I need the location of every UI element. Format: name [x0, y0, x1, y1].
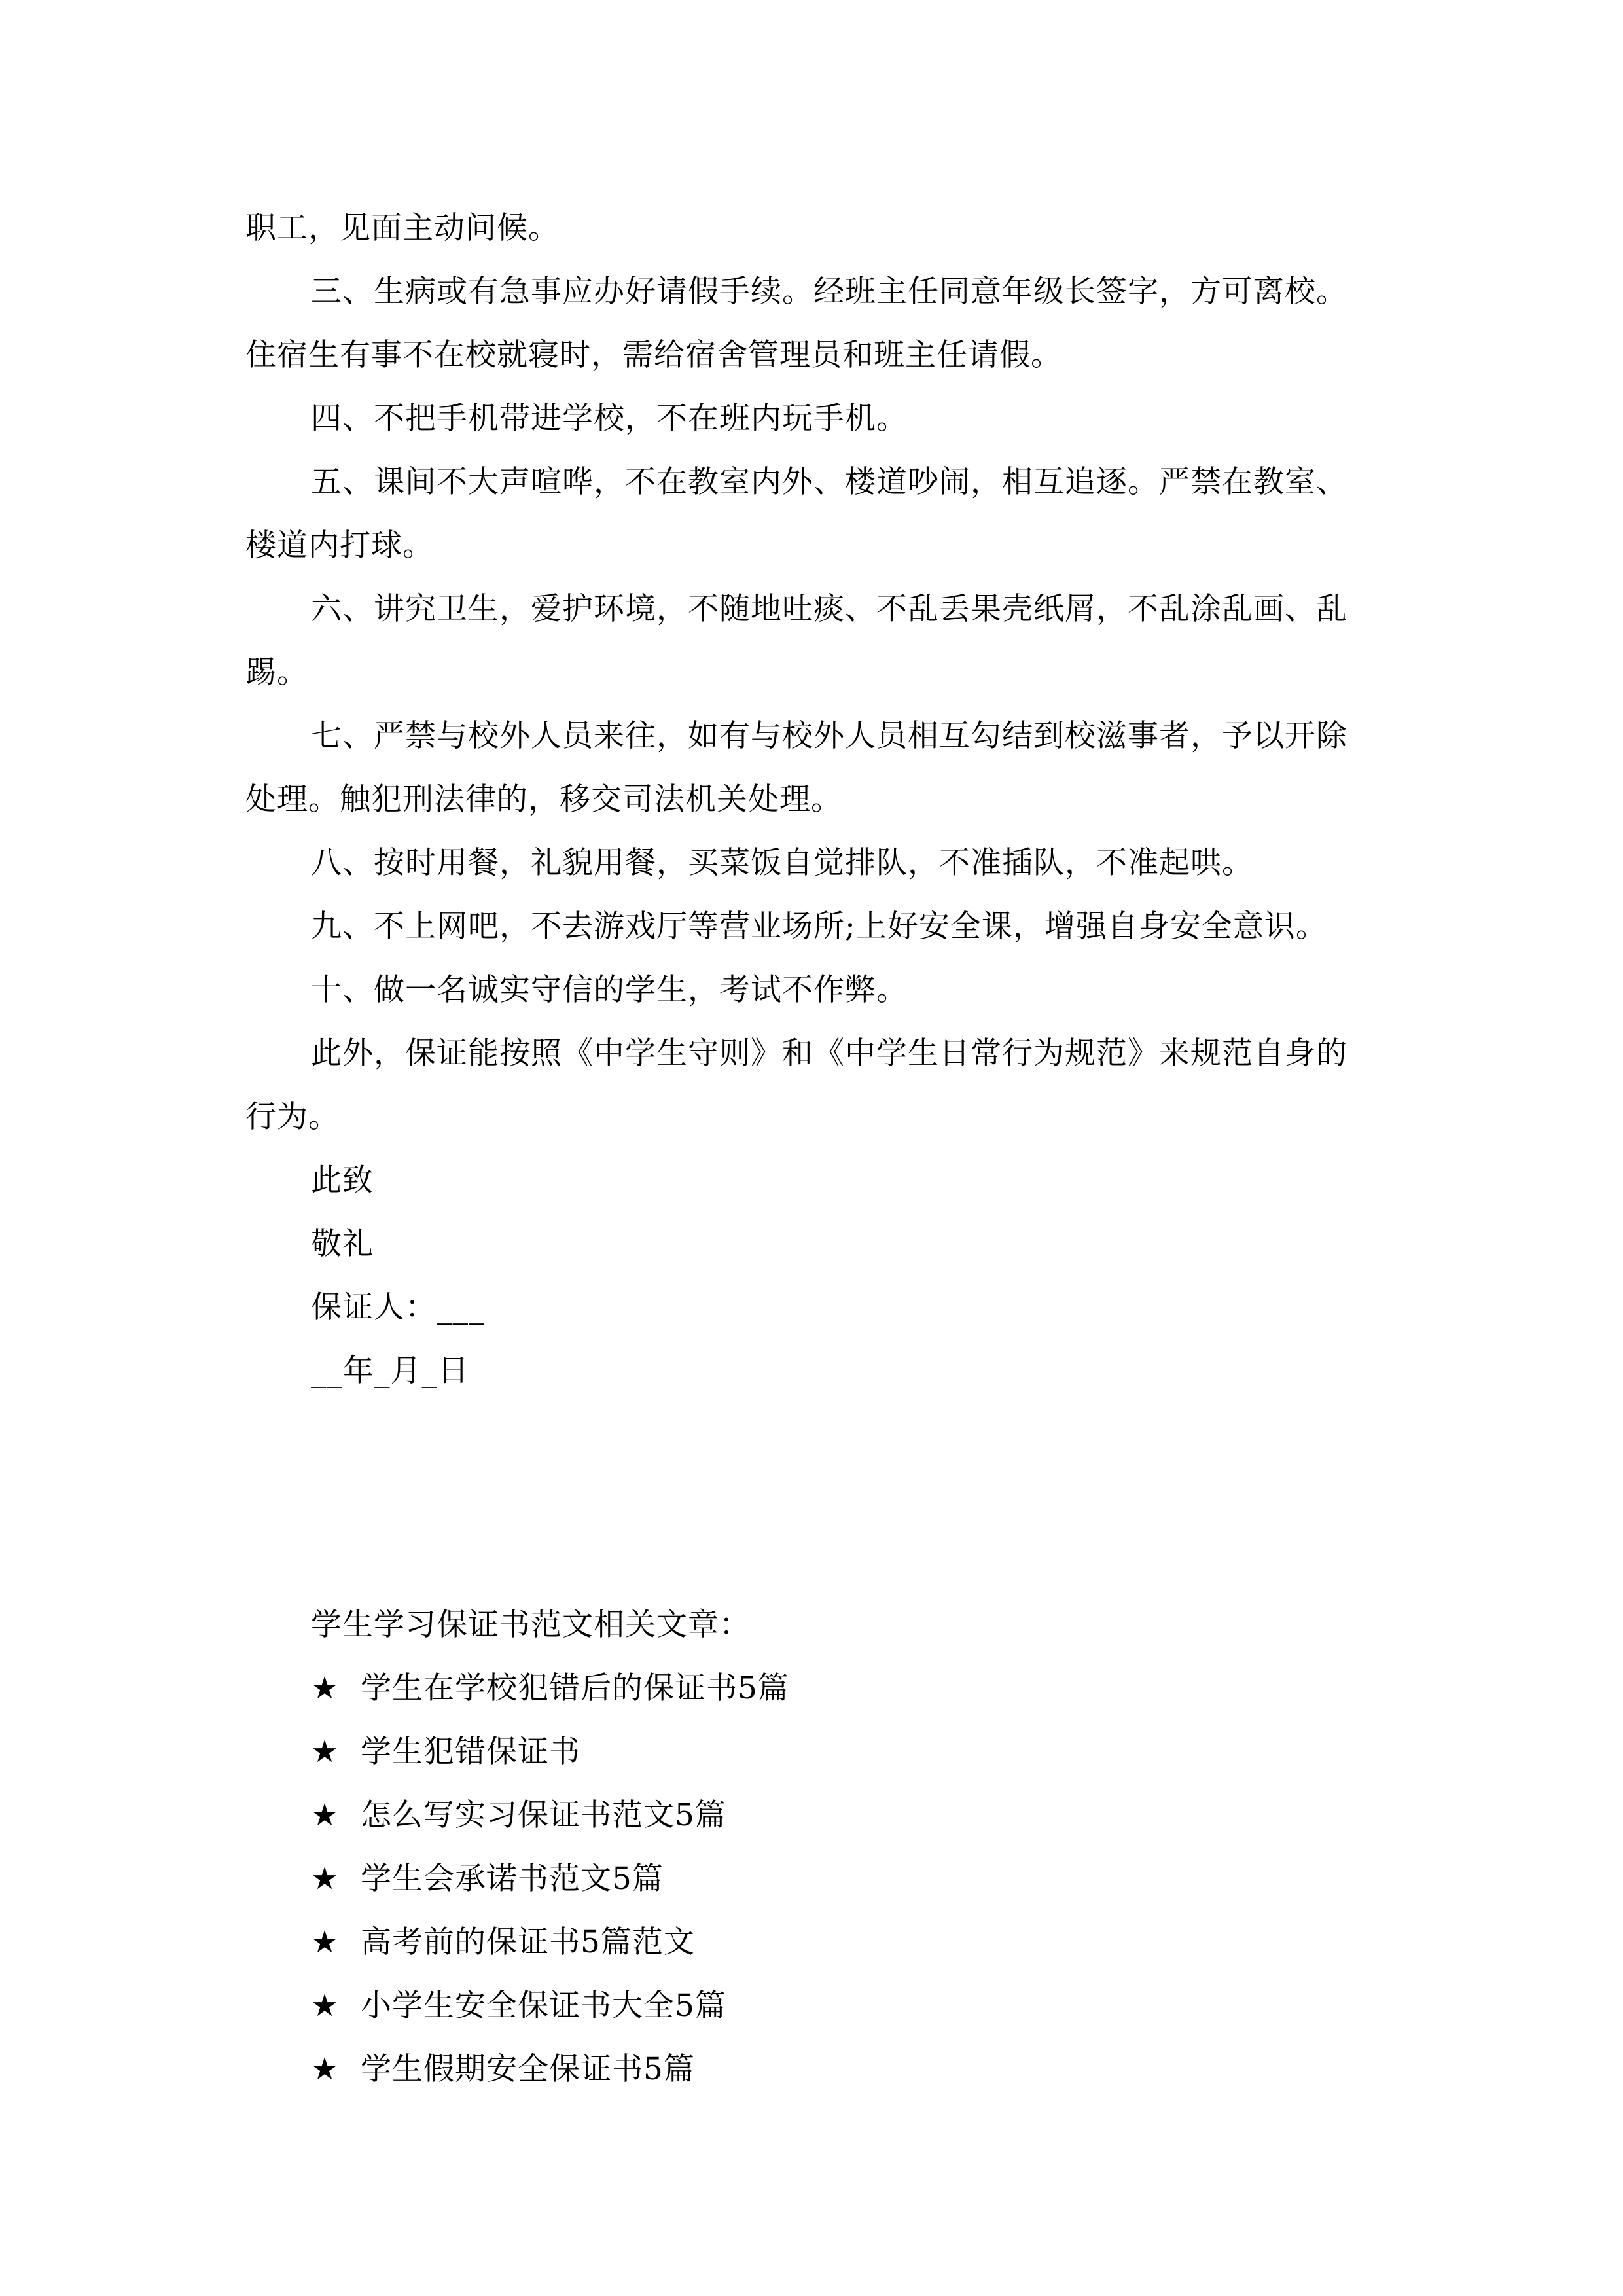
star-icon: ★: [311, 2051, 340, 2087]
related-heading: 学生学习保证书范文相关文章：: [311, 1607, 751, 1643]
related-link[interactable]: [245, 1720, 1397, 1784]
star-icon: ★: [311, 1670, 340, 1706]
closing-salutation: 此致: [311, 1162, 374, 1198]
related-link-label: 学生在学校犯错后的保证书5篇: [361, 1670, 789, 1706]
paragraph-line: 踢。: [245, 655, 308, 691]
related-link[interactable]: [245, 1784, 1397, 1847]
paragraph-line: 八、按时用餐，礼貌用餐，买菜饭自觉排队，不准插队，不准起哄。: [311, 845, 1253, 881]
related-link[interactable]: [245, 1847, 1397, 1910]
paragraph-line: 四、不把手机带进学校，不在班内玩手机。: [311, 401, 908, 437]
guarantor-line: 保证人：___: [311, 1289, 485, 1325]
related-link[interactable]: [245, 2037, 1397, 2101]
section-spacer: [245, 1403, 1397, 1593]
related-link[interactable]: [245, 1974, 1397, 2037]
related-link[interactable]: [245, 1657, 1397, 1720]
related-link-label: 怎么写实习保证书范文5篇: [361, 1797, 726, 1833]
paragraph-line: 行为。: [245, 1099, 340, 1135]
star-icon: ★: [311, 1988, 340, 2024]
related-link-label: 学生犯错保证书: [361, 1734, 580, 1770]
star-icon: ★: [311, 1797, 340, 1833]
paragraph-line: 七、严禁与校外人员来往，如有与校外人员相互勾结到校滋事者，予以开除: [311, 718, 1347, 754]
star-icon: ★: [311, 1734, 340, 1770]
related-link[interactable]: [245, 1910, 1397, 1974]
related-link-label: 学生会承诺书范文5篇: [361, 1861, 664, 1897]
related-link-label: 学生假期安全保证书5篇: [361, 2051, 695, 2087]
paragraph-line: 三、生病或有急事应办好请假手续。经班主任同意年级长签字，方可离校。: [311, 274, 1347, 310]
star-icon: ★: [311, 1861, 340, 1897]
date-line: __年_月_日: [311, 1353, 469, 1389]
document-body: [245, 196, 1397, 2101]
related-link-label: 高考前的保证书5篇范文: [361, 1924, 695, 1960]
closing-regards: 敬礼: [311, 1226, 374, 1262]
paragraph-line: 楼道内打球。: [245, 528, 434, 564]
paragraph-line: 住宿生有事不在校就寝时，需给宿舍管理员和班主任请假。: [245, 337, 1062, 373]
star-icon: ★: [311, 1924, 340, 1960]
related-link-label: 小学生安全保证书大全5篇: [361, 1988, 726, 2024]
paragraph-line: 五、课间不大声喧哗，不在教室内外、楼道吵闹，相互追逐。严禁在教室、: [311, 464, 1347, 500]
paragraph-line: 职工，见面主动问候。: [245, 210, 560, 246]
paragraph-line: 此外，保证能按照《中学生守则》和《中学生日常行为规范》来规范自身的: [311, 1035, 1347, 1071]
paragraph-line: 处理。触犯刑法律的，移交司法机关处理。: [245, 781, 842, 817]
paragraph-line: 九、不上网吧，不去游戏厅等营业场所;上好安全课，增强自身安全意识。: [311, 908, 1327, 944]
paragraph-line: 十、做一名诚实守信的学生，考试不作弊。: [311, 972, 908, 1008]
paragraph-line: 六、讲究卫生，爱护环境，不随地吐痰、不乱丢果壳纸屑，不乱涂乱画、乱: [311, 591, 1347, 627]
